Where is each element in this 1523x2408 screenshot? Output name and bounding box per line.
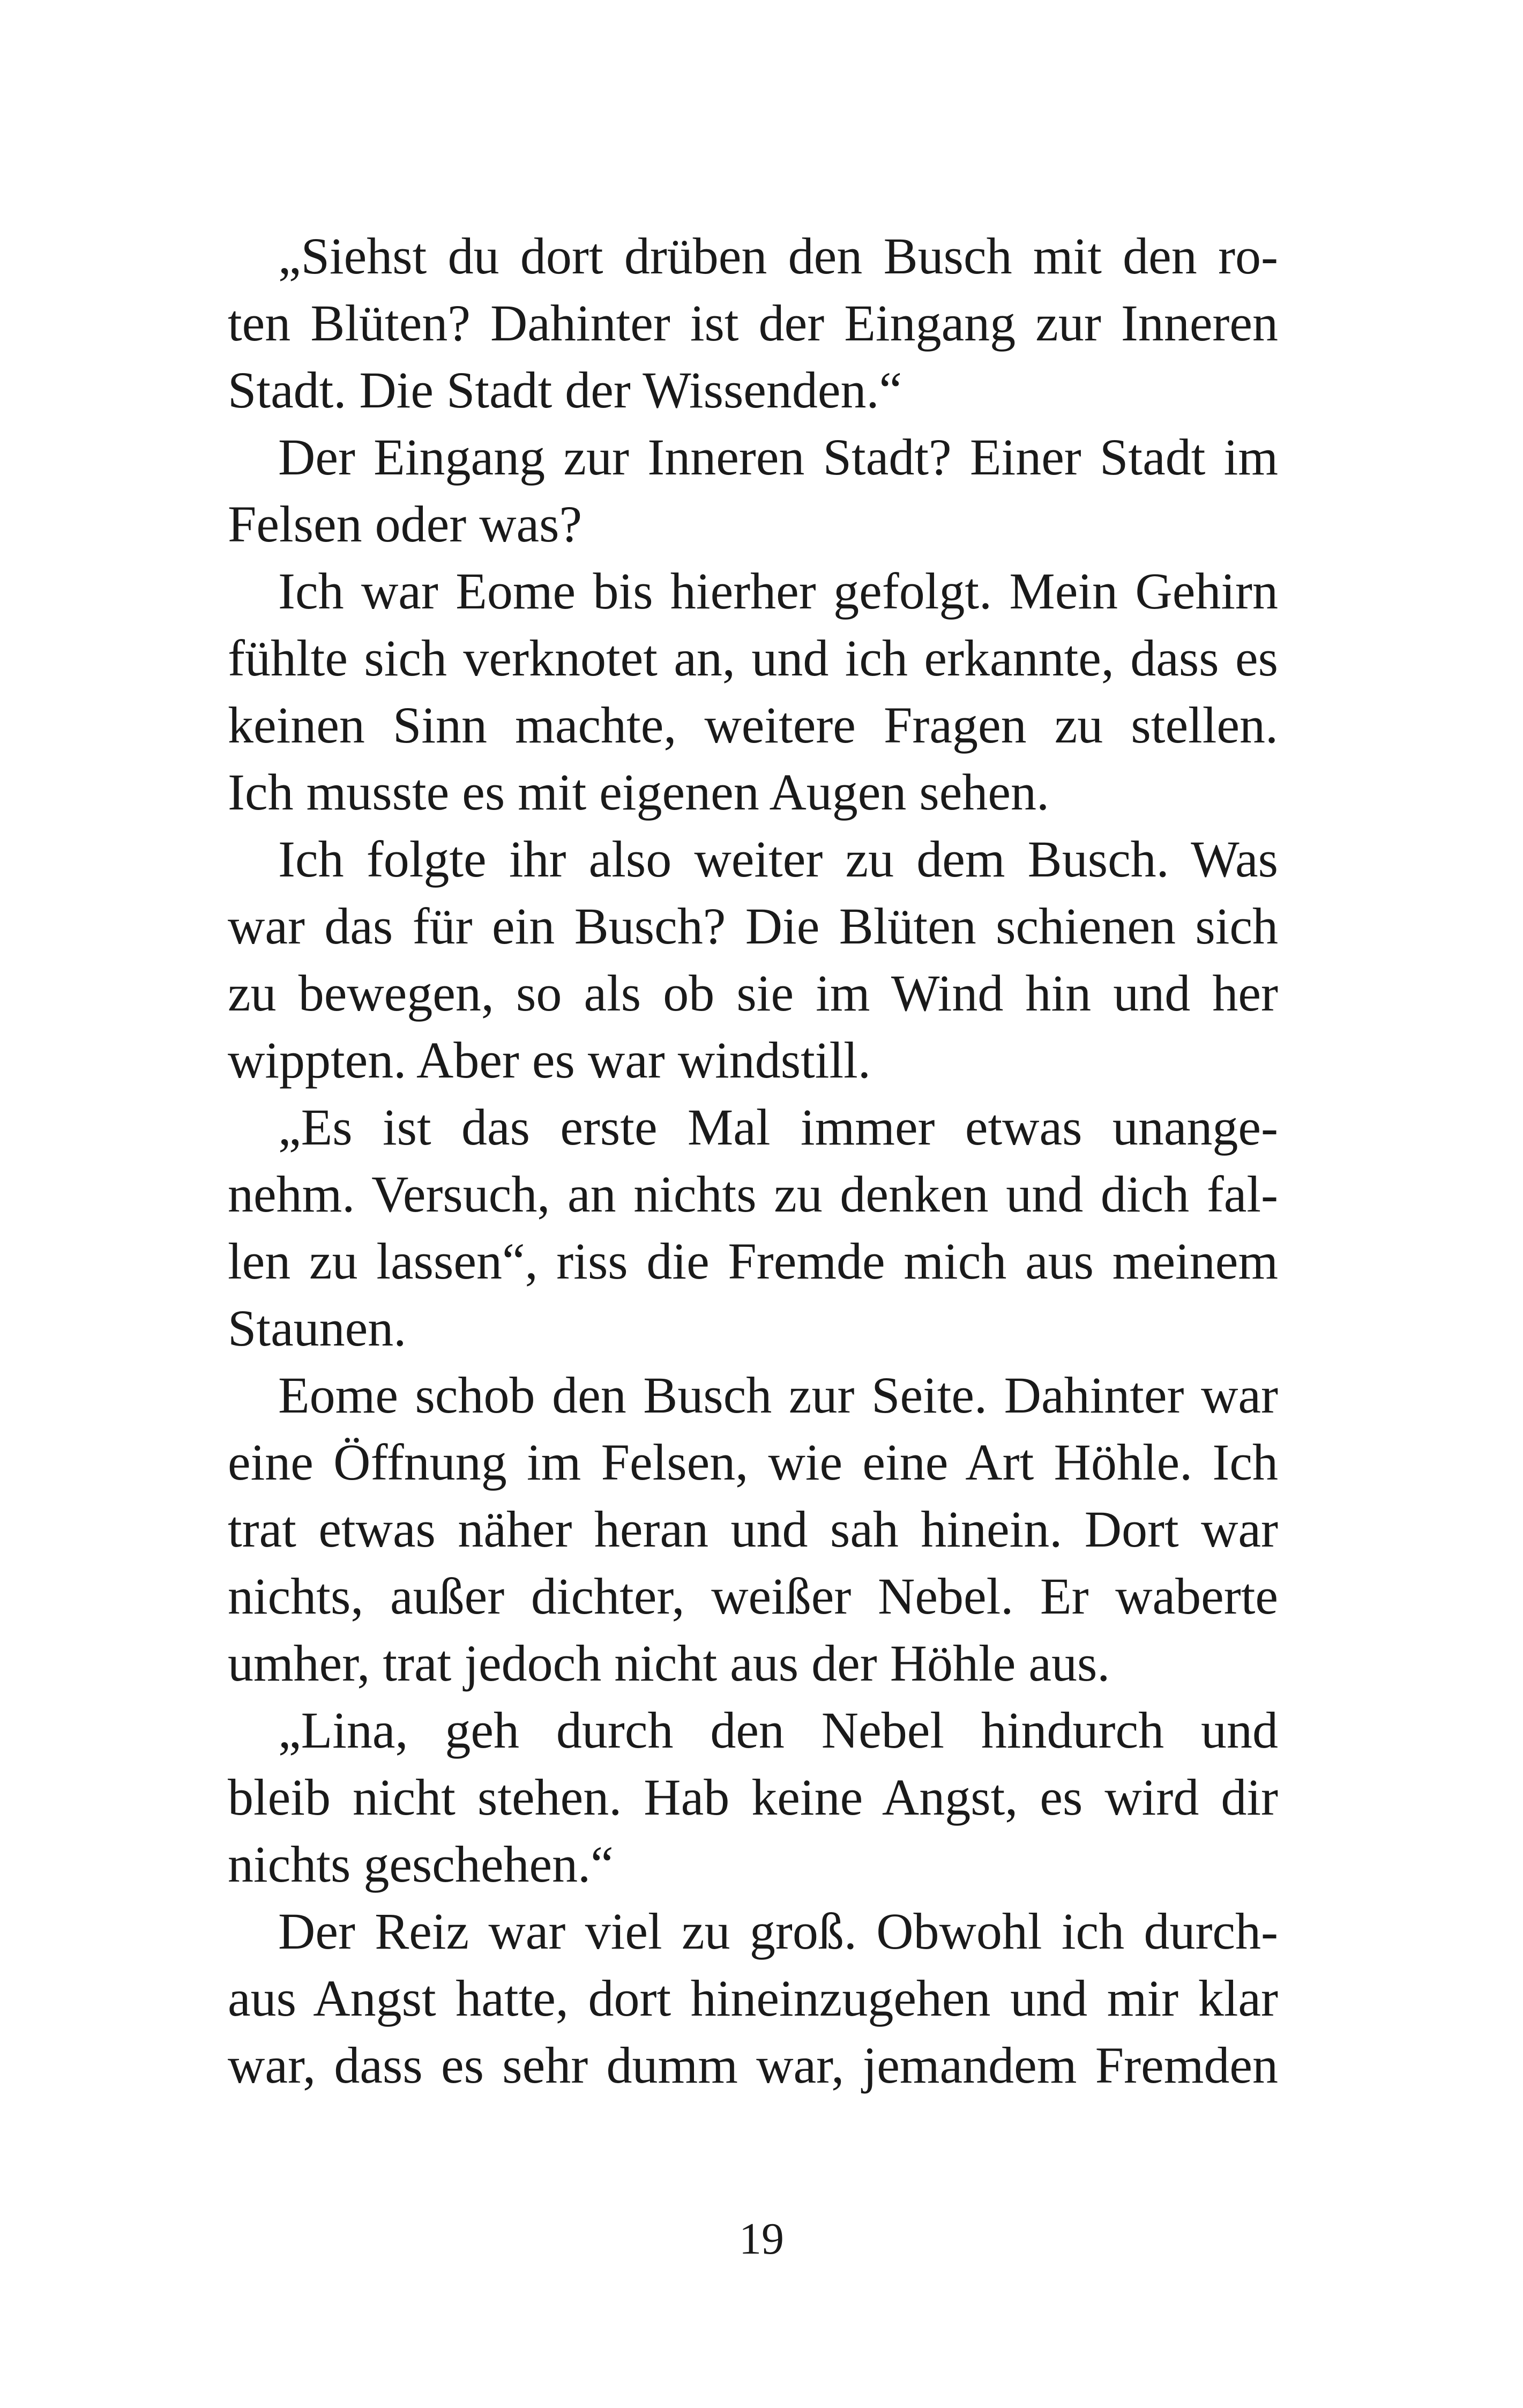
text-line: ten Blüten? Dahinter ist der Eingang zur Inneren [228, 294, 1278, 352]
text-line: bleib nicht stehen. Hab keine Angst, es wird dir [228, 1768, 1278, 1826]
text-line: „Es ist das erste Mal immer etwas unange- [278, 1098, 1278, 1156]
text-line: Ich folgte ihr also weiter zu dem Busch. Was [278, 830, 1278, 888]
text-line: „Siehst du dort drüben den Busch mit den ro- [278, 227, 1278, 285]
text-line: fühlte sich verknotet an, und ich erkannte, dass es [228, 629, 1278, 687]
text-line: Der Eingang zur Inneren Stadt? Einer Stadt im [278, 428, 1278, 486]
text-line: war, dass es sehr dumm war, jemandem Fremden [228, 2037, 1278, 2094]
text-line: wippten. Aber es war windstill. [228, 1031, 871, 1089]
text-line: zu bewegen, so als ob sie im Wind hin und her [228, 964, 1278, 1022]
text-line: Ich musste es mit eigenen Augen sehen. [228, 763, 1049, 821]
text-line: nichts, außer dichter, weißer Nebel. Er waberte [228, 1567, 1278, 1625]
text-line: nehm. Versuch, an nichts zu denken und dich fal- [228, 1165, 1278, 1223]
text-line: Ich war Eome bis hierher gefolgt. Mein Gehirn [278, 562, 1278, 620]
text-line: war das für ein Busch? Die Blüten schienen sich [228, 897, 1278, 955]
text-line: nichts geschehen.“ [228, 1835, 614, 1893]
text-line: Stadt. Die Stadt der Wissenden.“ [228, 361, 902, 419]
text-line: trat etwas näher heran und sah hinein. Dort war [228, 1500, 1278, 1558]
text-line: aus Angst hatte, dort hineinzugehen und mir klar [228, 1969, 1278, 2027]
text-line: Staunen. [228, 1299, 407, 1357]
text-line: Der Reiz war viel zu groß. Obwohl ich durch- [278, 1902, 1278, 1960]
text-line: keinen Sinn machte, weitere Fragen zu stellen. [228, 696, 1278, 754]
text-line: len zu lassen“, riss die Fremde mich aus meinem [228, 1232, 1278, 1290]
page-number: 19 [739, 2214, 784, 2264]
text-line: Felsen oder was? [228, 495, 583, 553]
text-line: eine Öffnung im Felsen, wie eine Art Höhle. Ich [228, 1433, 1278, 1491]
text-line: „Lina, geh durch den Nebel hindurch und [278, 1701, 1278, 1759]
text-line: umher, trat jedoch nicht aus der Höhle aus. [228, 1634, 1110, 1692]
text-line: Eome schob den Busch zur Seite. Dahinter war [278, 1366, 1278, 1424]
